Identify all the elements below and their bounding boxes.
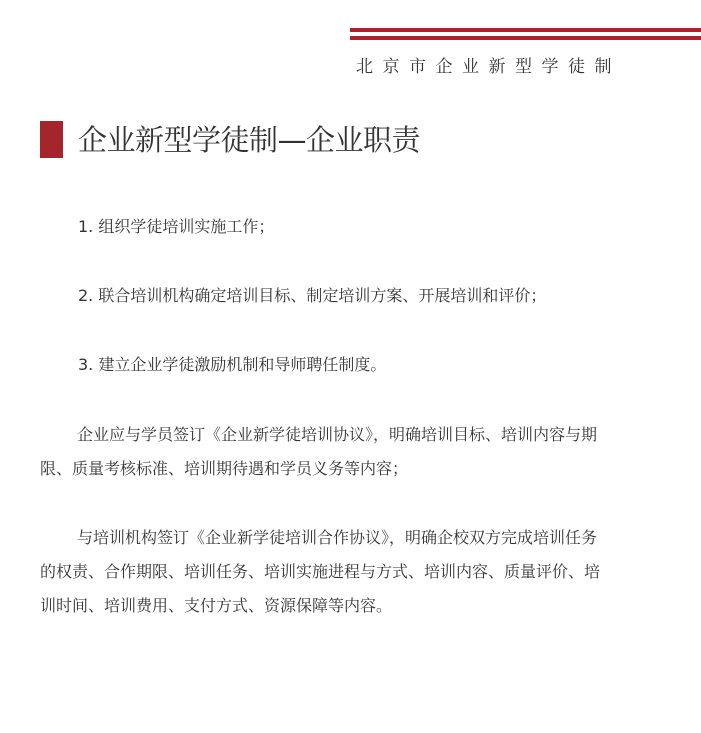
list-item-2: 2. 联合培训机构确定培训目标、制定培训方案、开展培训和评价； [78,286,547,305]
title-marker [40,121,63,158]
header-rule-top [350,28,701,32]
list-item-3: 3. 建立企业学徒激励机制和导师聘任制度。 [78,355,387,374]
header-rule-bottom [350,36,701,40]
paragraph-training-agreement: 企业应与学员签订《企业新学徒培训协议》，明确培训目标、培训内容与期限、质量考核标准、培训期待遇和学员义务等内容； [40,425,598,478]
paragraph-cooperation-agreement: 与培训机构签订《企业新学徒培训合作协议》，明确企校双方完成培训任务的权责、合作期限、培训任务、培训实施进程与方式、培训内容、质量评价、培训时间、培训费用、支付方式、资源保障等内容。 [40,528,601,615]
brand-name: 北京市企业新型学徒制 [356,57,621,77]
page-title: 企业新型学徒制—企业职责 [78,123,421,157]
list-item-1: 1. 组织学徒培训实施工作； [78,217,275,236]
